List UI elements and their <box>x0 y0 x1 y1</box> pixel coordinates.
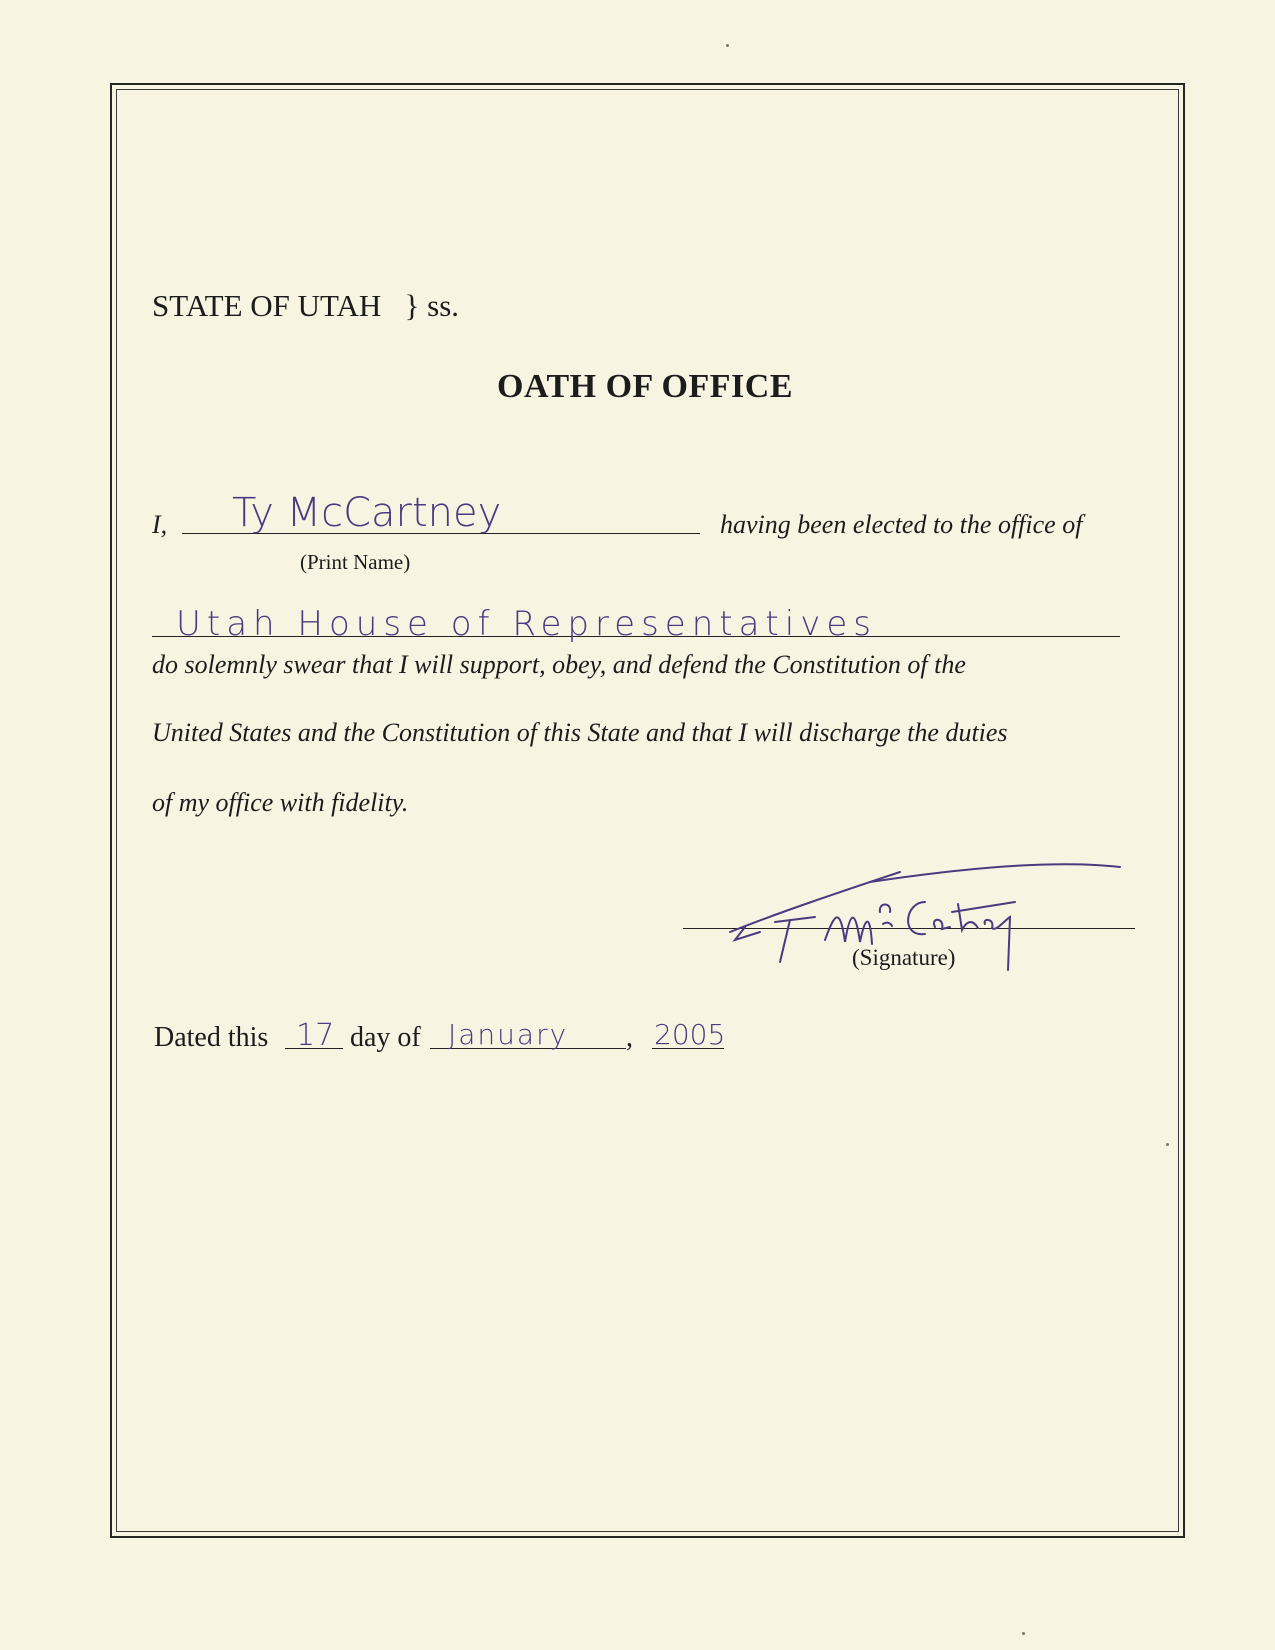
oath-line-1: do solemnly swear that I will support, obey, and defend the Constitution of the <box>152 650 966 679</box>
print-name-caption: (Print Name) <box>300 550 411 574</box>
office-value: Utah House of Representatives <box>176 604 877 644</box>
document-title: OATH OF OFFICE <box>497 368 793 405</box>
state-heading <box>152 288 459 324</box>
month-value: January <box>448 1018 569 1051</box>
oath-line-2: United States and the Constitution of this State and that I will discharge the duties <box>152 718 1008 747</box>
year-value: 2005 <box>654 1018 726 1051</box>
scan-speck <box>726 44 729 47</box>
dated-prefix: Dated this <box>154 1022 269 1053</box>
print-name-value: Ty McCartney <box>232 490 502 536</box>
scan-speck <box>1166 1143 1169 1146</box>
date-comma: , <box>626 1022 633 1053</box>
elected-text: having been elected to the office of <box>720 510 1083 539</box>
i-prefix: I, <box>152 510 168 539</box>
brace: } <box>404 288 420 323</box>
scan-speck <box>1022 1632 1025 1635</box>
signature-caption: (Signature) <box>852 945 956 970</box>
state-label: STATE OF UTAH <box>152 288 382 323</box>
day-value: 17 <box>296 1018 335 1053</box>
oath-line-3: of my office with fidelity. <box>152 788 409 817</box>
ss-label: ss. <box>427 288 460 323</box>
day-of-label: day of <box>350 1022 421 1053</box>
